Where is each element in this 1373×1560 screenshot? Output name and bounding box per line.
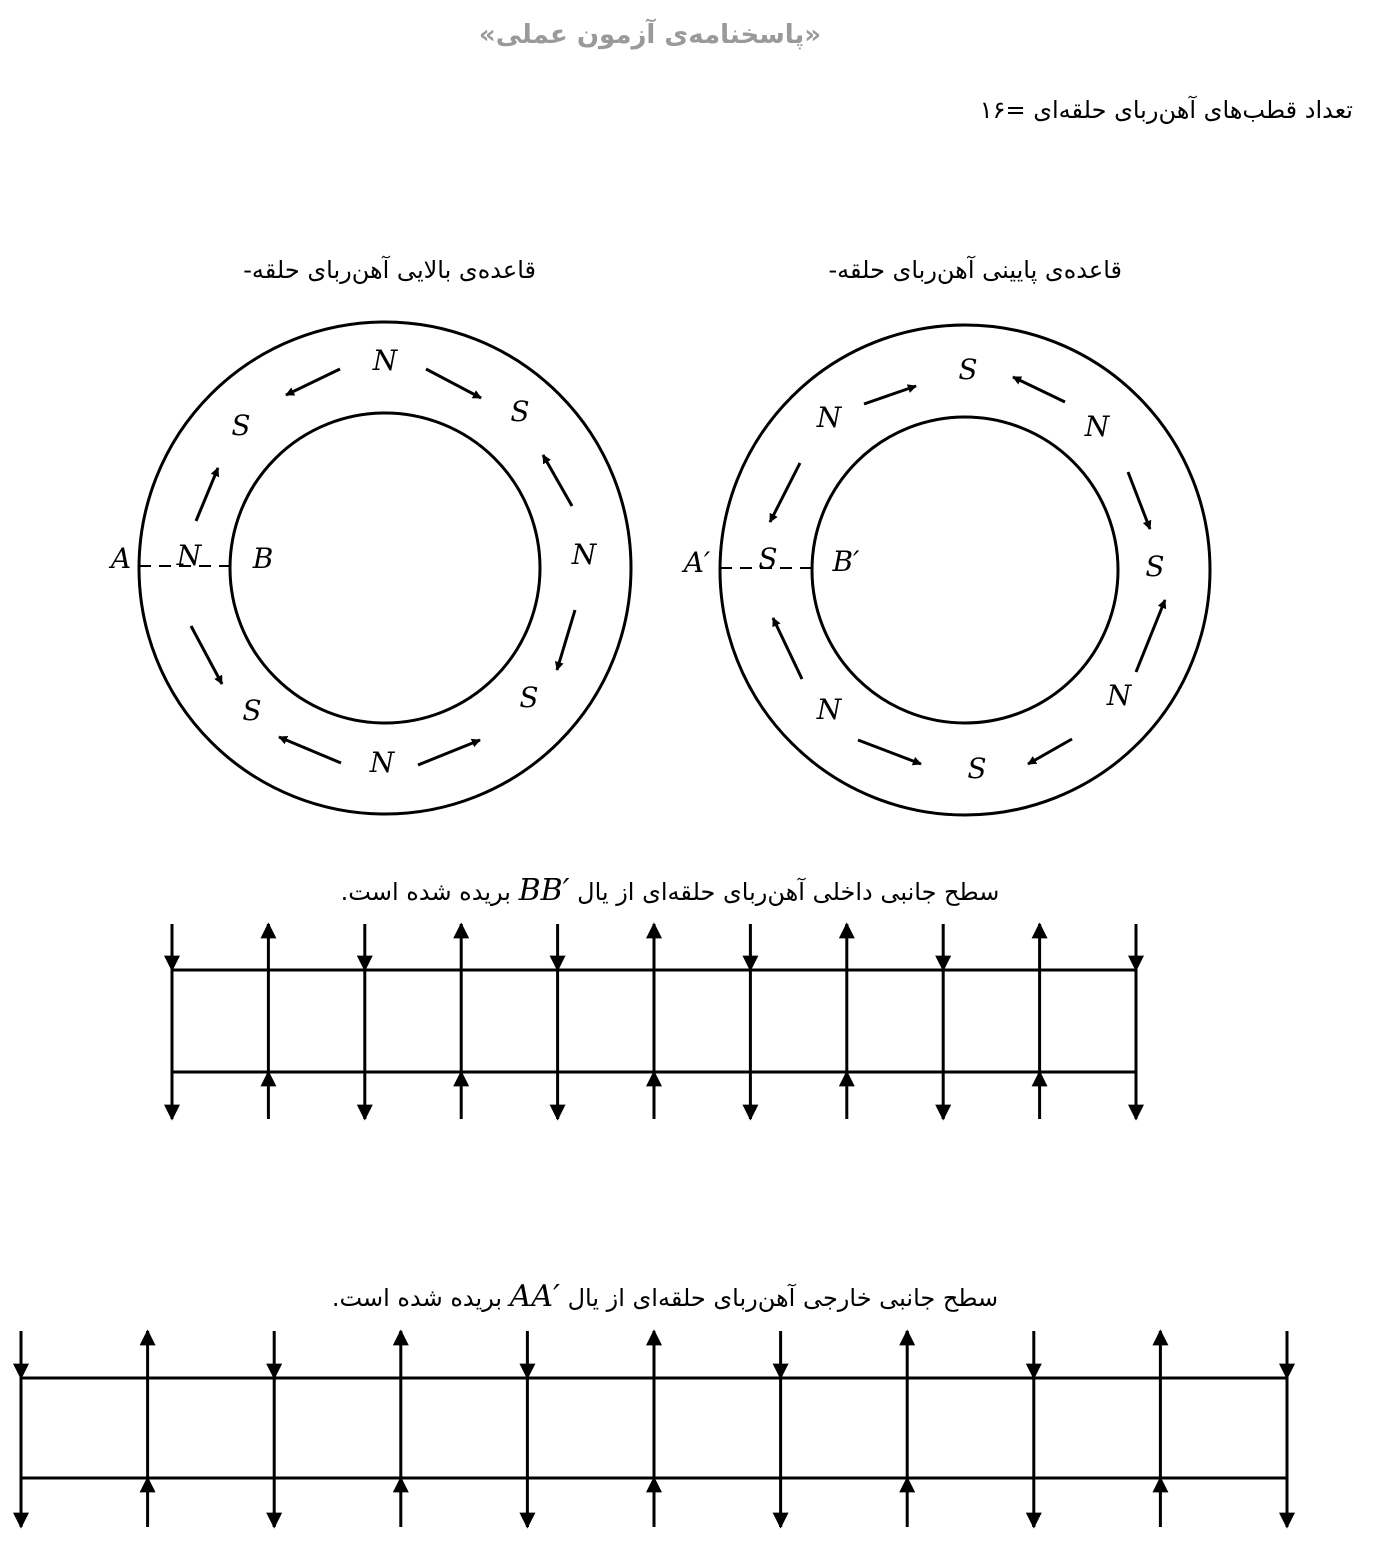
ring-top-pole-3: S: [519, 681, 539, 714]
ring-top-label-inner: B: [252, 542, 274, 575]
ring-bottom-pole-7: N: [816, 401, 842, 434]
ring-top-pole-0: N: [372, 344, 398, 377]
ring-top-pole-6: N: [176, 539, 202, 572]
ring-bottom-pole-4: S: [967, 752, 987, 785]
ring-top: [139, 322, 631, 814]
ring-bottom-pole-0: S: [958, 353, 978, 386]
ring-bottom-pole-1: N: [1084, 410, 1110, 443]
inner-strip-caption-after: بریده شده است.: [340, 878, 511, 906]
ring-bottom-pole-2: S: [1145, 550, 1165, 583]
ring-top-pole-7: S: [231, 409, 251, 442]
strip-inner: [172, 924, 1136, 1119]
ring-top-outer-circle: [139, 322, 631, 814]
ring-top-labels: [108, 344, 598, 779]
pole-count-label: تعداد قطب‌های آهن‌ربای حلقه‌ای =۱۶: [979, 96, 1353, 124]
ring-bottom-caption: قاعده‌ی پایینی آهن‌ربای حلقه-: [828, 256, 1122, 284]
ring-bottom-pole-3: N: [1106, 679, 1132, 712]
ring-top-pole-4: N: [369, 746, 395, 779]
ring-bottom-label-inner: B′: [832, 545, 860, 578]
inner-strip-caption-before: سطح جانبی داخلی آهن‌ربای حلقه‌ای از یال: [577, 878, 1000, 906]
ring-bottom-labels: [681, 353, 1165, 785]
ring-top-pole-5: S: [242, 694, 262, 727]
ring-bottom-pole-6: S: [758, 542, 778, 575]
ring-top-pole-1: S: [510, 395, 530, 428]
ring-top-label-outer: A: [110, 542, 132, 575]
strip-inner-arrows: [172, 924, 1136, 1119]
inner-strip-edge-label: BB′: [518, 873, 570, 908]
outer-strip-edge-label: AA′: [509, 1279, 560, 1314]
ring-bottom: [720, 325, 1210, 815]
outer-strip-caption-after: بریده شده است.: [331, 1284, 503, 1312]
strip-outer-arrows: [21, 1331, 1287, 1527]
ring-bottom-outer-circle: [720, 325, 1210, 815]
ring-bottom-pole-5: N: [816, 693, 842, 726]
strip-outer: [21, 1331, 1287, 1527]
ring-top-caption: قاعده‌ی بالایی آهن‌ربای حلقه-: [243, 256, 536, 284]
outer-strip-caption-before: سطح جانبی خارجی آهن‌ربای حلقه‌ای از یال: [567, 1284, 999, 1312]
ring-top-pole-2: N: [571, 538, 597, 571]
page-title: «پاسخنامه‌ی آزمون عملی»: [478, 20, 822, 50]
ring-top-inner-circle: [230, 413, 540, 723]
ring-bottom-label-outer: A′: [683, 546, 711, 579]
